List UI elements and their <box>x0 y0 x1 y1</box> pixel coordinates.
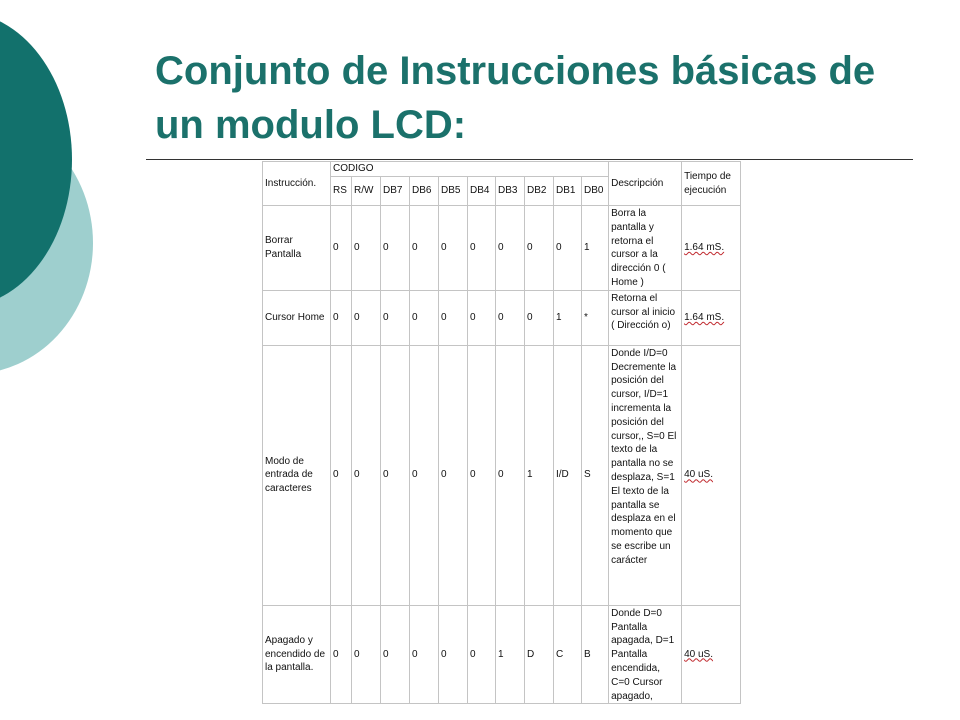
bit-cell: 0 <box>554 206 582 291</box>
bit-cell: 0 <box>381 206 410 291</box>
execution-time-value: 40 uS. <box>684 648 714 660</box>
instruction-description: Retorna el cursor al inicio ( Dirección o) <box>609 290 682 345</box>
bit-cell: 0 <box>468 345 496 605</box>
bit-cell: 0 <box>525 206 554 291</box>
bit-cell: 0 <box>439 290 468 345</box>
header-code: CODIGO <box>331 162 609 177</box>
header-bit-db1: DB1 <box>554 177 582 206</box>
table-row <box>263 605 741 704</box>
instruction-description: Donde D=0 Pantalla apagada, D=1 Pantalla encendida, C=0 Cursor apagado, <box>609 605 682 704</box>
execution-time <box>682 206 741 291</box>
bit-cell: 0 <box>410 605 439 704</box>
instruction-name: Modo de entrada de caracteres <box>263 345 331 605</box>
bit-cell: 0 <box>439 206 468 291</box>
bit-cell: 0 <box>496 345 525 605</box>
header-bit-db6: DB6 <box>410 177 439 206</box>
bit-cell: 0 <box>352 290 381 345</box>
bit-cell: D <box>525 605 554 704</box>
bit-cell: B <box>582 605 609 704</box>
header-instruction: Instrucción. <box>263 162 331 206</box>
header-description: Descripción <box>609 162 682 206</box>
header-bit-db4: DB4 <box>468 177 496 206</box>
bit-cell: 0 <box>496 290 525 345</box>
bit-cell: 0 <box>381 290 410 345</box>
bit-cell: * <box>582 290 609 345</box>
execution-time-value: 40 uS. <box>684 469 714 481</box>
bit-cell: 0 <box>352 605 381 704</box>
bit-cell: 0 <box>468 605 496 704</box>
bit-cell: 0 <box>410 206 439 291</box>
table-row <box>263 345 741 605</box>
instruction-description: Borra la pantalla y retorna el cursor a la dirección 0 ( Home ) <box>609 206 682 291</box>
bit-cell: 1 <box>582 206 609 291</box>
bit-cell: 0 <box>331 605 352 704</box>
bit-cell: 1 <box>496 605 525 704</box>
execution-time <box>682 605 741 704</box>
bit-cell: 0 <box>331 345 352 605</box>
execution-time-value: 1.64 mS. <box>684 311 725 323</box>
bit-cell: C <box>554 605 582 704</box>
execution-time <box>682 345 741 605</box>
bit-cell: 0 <box>439 345 468 605</box>
bit-cell: 0 <box>331 206 352 291</box>
bit-cell: 0 <box>381 345 410 605</box>
header-bit-db5: DB5 <box>439 177 468 206</box>
bit-cell: I/D <box>554 345 582 605</box>
header-bit-db2: DB2 <box>525 177 554 206</box>
instruction-description: Donde I/D=0 Decremente la posición del cursor, I/D=1 incrementa la posición del cursor,, S=0 El texto de la pantalla no se desplaza, S=1 El texto de la pantalla se desplaza en el momento que se escribe un carácter <box>609 345 682 605</box>
instruction-name: Borrar Pantalla <box>263 206 331 291</box>
bit-cell: 0 <box>352 345 381 605</box>
bit-cell: 0 <box>410 345 439 605</box>
bit-cell: 0 <box>439 605 468 704</box>
bit-cell: 0 <box>410 290 439 345</box>
bit-cell: 0 <box>331 290 352 345</box>
execution-time-value: 1.64 mS. <box>684 241 725 253</box>
execution-time <box>682 290 741 345</box>
bit-cell: 0 <box>352 206 381 291</box>
bit-cell: 0 <box>496 206 525 291</box>
bit-cell: 0 <box>468 206 496 291</box>
table-row <box>263 206 741 291</box>
instruction-table-container <box>262 161 740 702</box>
title-divider <box>146 159 913 160</box>
bit-cell: 0 <box>525 290 554 345</box>
bit-cell: S <box>582 345 609 605</box>
instruction-table <box>262 161 741 704</box>
header-time: Tiempo de ejecución <box>682 162 741 206</box>
table-row <box>263 290 741 345</box>
header-bit-db0: DB0 <box>582 177 609 206</box>
header-bit-db7: DB7 <box>381 177 410 206</box>
header-bit-rw: R/W <box>352 177 381 206</box>
instruction-name: Cursor Home <box>263 290 331 345</box>
bit-cell: 0 <box>468 290 496 345</box>
slide-title: Conjunto de Instrucciones básicas de un modulo LCD: <box>155 49 876 147</box>
bit-cell: 1 <box>525 345 554 605</box>
header-bit-rs: RS <box>331 177 352 206</box>
instruction-name: Apagado y encendido de la pantalla. <box>263 605 331 704</box>
header-bit-db3: DB3 <box>496 177 525 206</box>
bit-cell: 1 <box>554 290 582 345</box>
bit-cell: 0 <box>381 605 410 704</box>
